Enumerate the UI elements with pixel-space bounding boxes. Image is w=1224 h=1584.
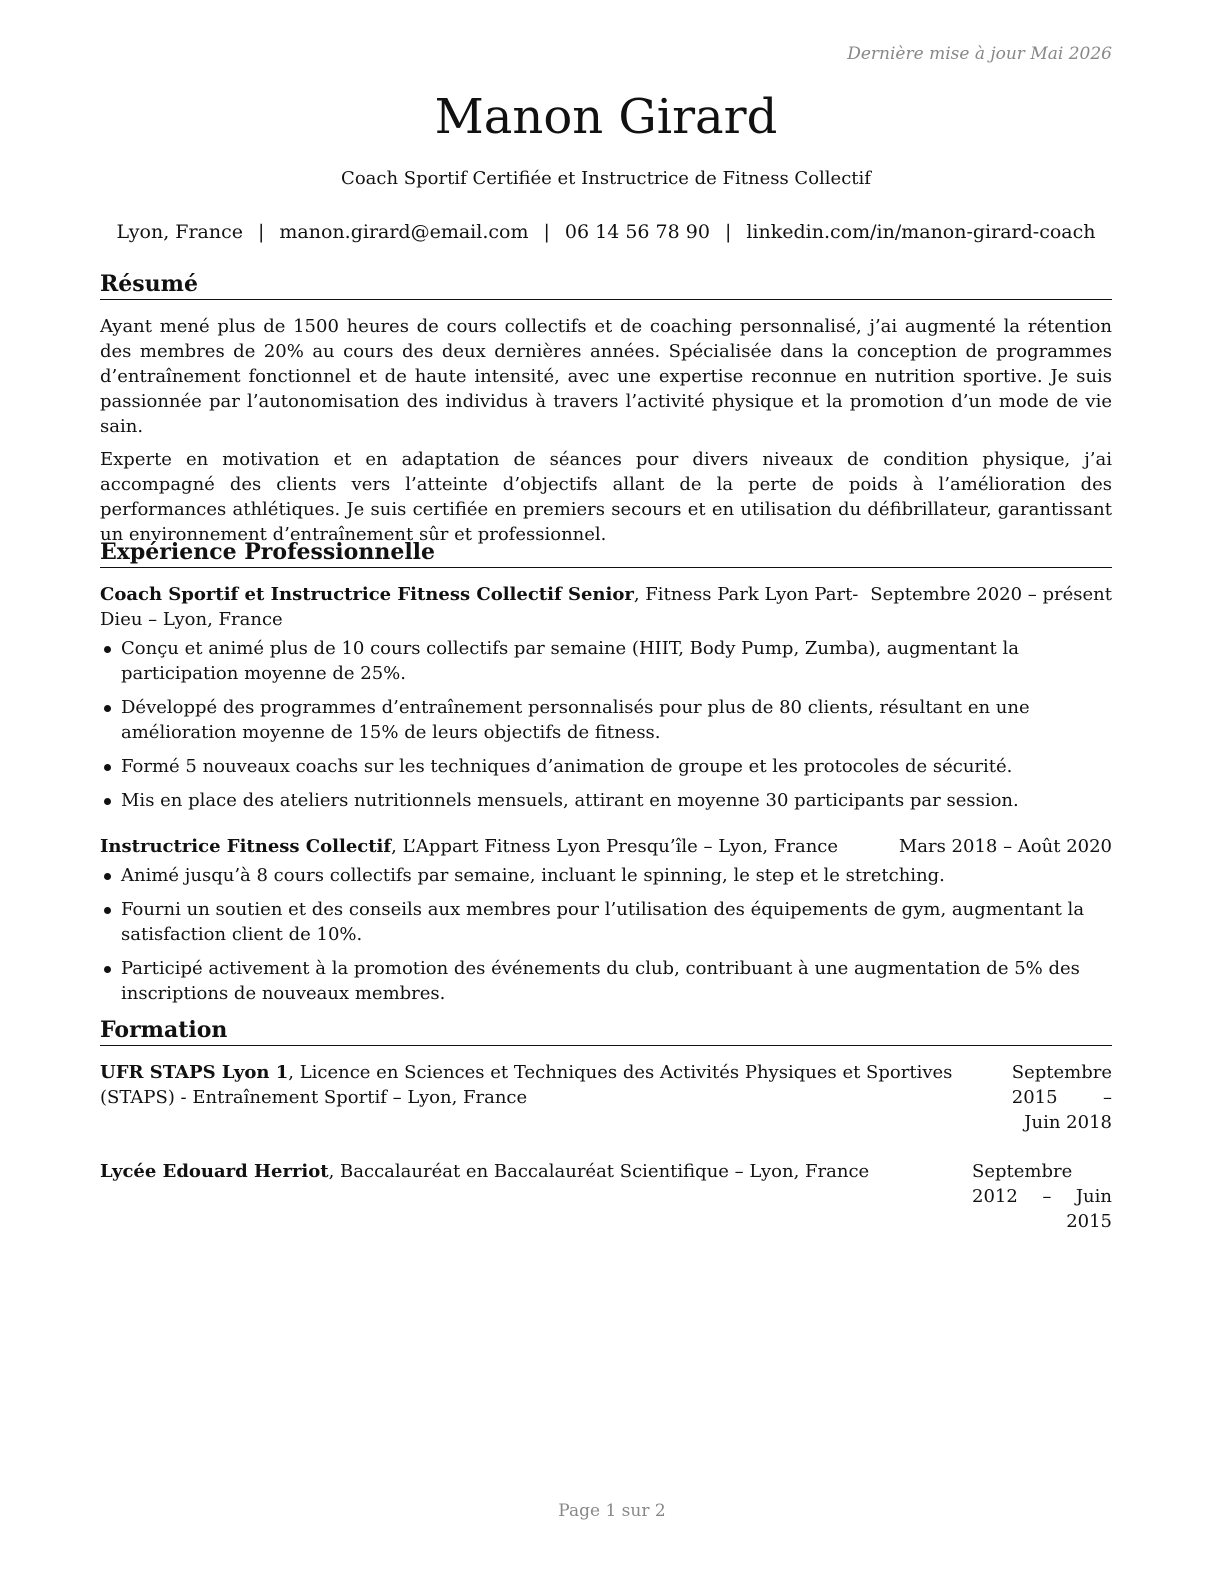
job-bullets [100,636,1112,813]
education-degree: , Baccalauréat en Baccalauréat Scientifique – Lyon, France [328,1161,870,1182]
contact-phone[interactable]: 06 14 56 78 90 [564,221,710,243]
contact-separator: | [724,221,732,243]
education-entry [100,1159,1112,1234]
bullet-item: Conçu et animé plus de 10 cours collectifs par semaine (HIIT, Body Pump, Zumba), augmentant la participation moyenne de 25%. [100,636,1112,686]
job-company: , Fitness Park Lyon Part-Dieu – Lyon, France [100,584,859,630]
education-header [100,1159,1112,1234]
bullet-item: Mis en place des ateliers nutritionnels mensuels, attirant en moyenne 30 participants par session. [100,788,1112,813]
contact-location: Lyon, France [116,221,243,243]
education-header [100,1060,1112,1135]
education-degree: , Licence en Sciences et Techniques des Activités Physiques et Sportives (STAPS) - Entraînement Sportif – Lyon, France [100,1062,953,1108]
section-title-experience: Expérience Professionnelle [100,538,1112,568]
page-number: Page 1 sur 2 [558,1501,666,1521]
contact-email[interactable]: manon.girard@email.com [279,221,529,243]
education-dates: Septembre 2012 – Juin 2015 [972,1161,1112,1232]
education-school: UFR STAPS Lyon 1 [100,1062,289,1083]
contact-separator: | [543,221,550,243]
job-company: , L’Appart Fitness Lyon Presqu’île – Lyon, France [391,836,839,857]
job-role: Instructrice Fitness Collectif [100,836,392,857]
summary-section [100,270,1112,547]
education-school: Lycée Edouard Herriot [100,1161,329,1182]
last-updated: Dernière mise à jour Mai 2026 [847,44,1112,64]
bullet-item: Animé jusqu’à 8 cours collectifs par semaine, incluant le spinning, le step et le stretching. [100,863,1112,888]
summary-paragraph: Ayant mené plus de 1500 heures de cours collectifs et de coaching personnalisé, j’ai augmenté la rétention des membres de 20% au cours des deux dernières années. Spécialisée dans la conception de programmes d’entraînement fonctionnel et de haute intensité, avec une expertise reconnue en nutrition sportive. Je suis passionnée par l’autonomisation des individus à travers l’activité physique et la promotion d’un mode de vie sain. [100,316,1112,437]
job-entry [100,834,1112,1006]
bullet-item: Formé 5 nouveaux coachs sur les techniques d’animation de groupe et les protocoles de sécurité. [100,754,1112,779]
job-entry [100,582,1112,813]
job-header [100,834,1112,859]
education-dates: Septembre 2015 – Juin 2018 [1011,1062,1112,1133]
section-title-summary: Résumé [100,270,1112,300]
education-entry [100,1060,1112,1135]
job-role: Coach Sportif et Instructrice Fitness Collectif Senior [100,584,634,605]
candidate-name: Manon Girard [434,89,778,145]
summary-paragraph: Experte en motivation et en adaptation de séances pour divers niveaux de condition physique, j’ai accompagné des clients vers l’atteinte d’objectifs allant de la perte de poids à l’amélioration des performances athlétiques. Je suis certifiée en premiers secours et en utilisation du défibrillateur, garantissant un environnement d’entraînement sûr et professionnel. [100,449,1112,545]
education-section [100,1016,1112,1234]
job-dates: Septembre 2020 – présent [870,584,1112,605]
section-title-education: Formation [100,1016,1112,1046]
contact-linkedin[interactable]: linkedin.com/in/manon-girard-coach [746,221,1096,243]
job-header [100,582,1112,632]
bullet-item: Participé activement à la promotion des événements du club, contribuant à une augmentation de 5% des inscriptions de nouveaux membres. [100,956,1112,1006]
job-dates: Mars 2018 – Août 2020 [898,836,1112,857]
experience-section [100,538,1112,1015]
candidate-title: Coach Sportif Certifiée et Instructrice de Fitness Collectif [341,168,871,189]
job-bullets [100,863,1112,1006]
bullet-item: Fourni un soutien et des conseils aux membres pour l’utilisation des équipements de gym, augmentant la satisfaction client de 10%. [100,897,1112,947]
bullet-item: Développé des programmes d’entraînement personnalisés pour plus de 80 clients, résultant en une amélioration moyenne de 15% de leurs objectifs de fitness. [100,695,1112,745]
contact-separator: | [258,221,265,243]
contact-line [100,219,1112,245]
